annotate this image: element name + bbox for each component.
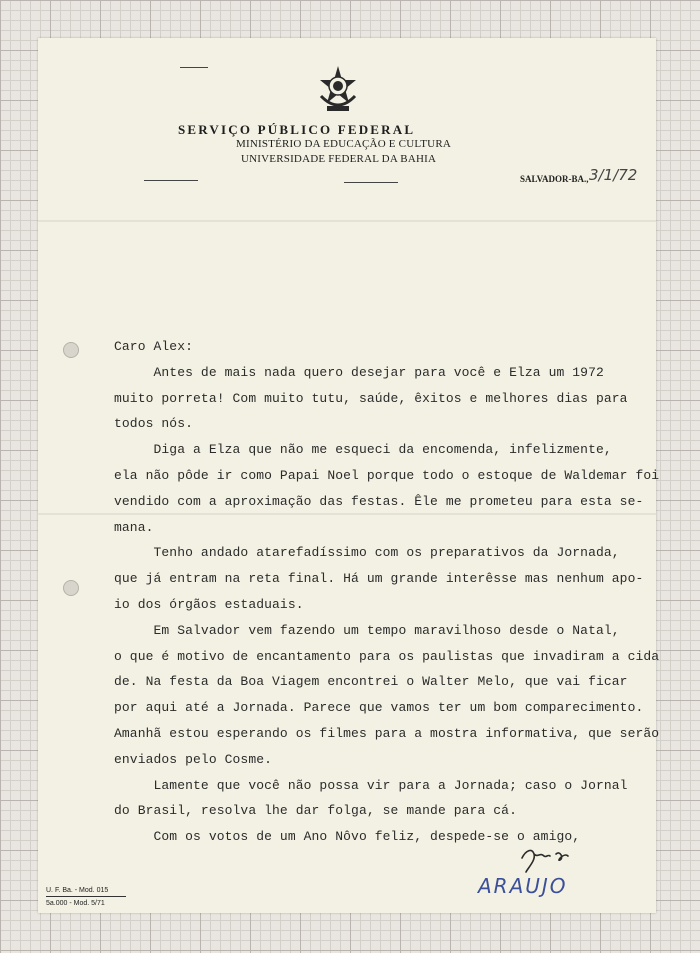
letter-sheet — [38, 38, 660, 913]
body-line: vendido com a aproximação das festas. Êle me prometeu para esta se- — [114, 493, 644, 509]
body-line: io dos órgãos estaduais. — [114, 596, 304, 612]
letterhead-ministry: MINISTÉRIO DA EDUCAÇÃO E CULTURA — [236, 138, 451, 150]
reference-line — [144, 180, 198, 181]
letter-date: 3/1/72 — [589, 166, 638, 184]
body-line: por aqui até a Jornada. Parece que vamos ter um bom comparecimento. — [114, 700, 644, 716]
letterhead-university: UNIVERSIDADE FEDERAL DA BAHIA — [241, 153, 437, 165]
body-line: Antes de mais nada quero desejar para você e Elza um 1972 — [114, 364, 604, 380]
body-line: Diga a Elza que não me esqueci da encomenda, infelizmente, — [114, 442, 612, 458]
form-code-divider — [46, 896, 126, 897]
body-line: do Brasil, resolva lhe dar folga, se mande para cá. — [114, 803, 517, 819]
letterhead-title: SERVIÇO PÚBLICO FEDERAL — [178, 122, 416, 137]
reference-line — [344, 182, 398, 183]
letter-body — [114, 334, 660, 850]
place-label: SALVADOR-BA., — [520, 174, 589, 184]
handwritten-signature — [520, 844, 594, 874]
fold-line — [38, 220, 656, 222]
body-line: Em Salvador vem fazendo um tempo maravilhoso desde o Natal, — [114, 622, 620, 638]
punch-hole — [63, 580, 79, 596]
body-line: Tenho andado atarefadíssimo com os preparativos da Jornada, — [114, 545, 620, 561]
body-line: muito porreta! Com muito tutu, saúde, êxitos e melhores dias para — [114, 390, 628, 406]
body-line: ela não pôde ir como Papai Noel porque todo o estoque de Waldemar foi — [114, 467, 660, 483]
form-code-line2: 5a.000 - Mod. 5/71 — [46, 900, 105, 907]
body-line: mana. — [114, 519, 154, 535]
top-dash — [180, 67, 208, 68]
brazil-coat-of-arms-icon — [315, 64, 361, 114]
body-line: Lamente que você não possa vir para a Jornada; caso o Jornal — [114, 777, 628, 793]
body-line: o que é motivo de encantamento para os paulistas que invadiram a cida — [114, 648, 660, 664]
punch-hole — [63, 342, 79, 358]
closing-line: Com os votos de um Ano Nôvo feliz, despede-se o amigo, — [114, 829, 581, 845]
body-line: todos nós. — [114, 416, 194, 432]
body-line: enviados pelo Cosme. — [114, 751, 273, 767]
salutation: Caro Alex: — [114, 339, 194, 354]
form-code-line1: U. F. Ba. - Mod. 015 — [46, 887, 109, 894]
body-line: que já entram na reta final. Há um grande interêsse mas nenhum apo- — [114, 571, 644, 587]
body-line: de. Na festa da Boa Viagem encontrei o Walter Melo, que vai ficar — [114, 674, 628, 690]
signature-stamp: ARAUJO — [478, 874, 568, 898]
body-line: Amanhã estou esperando os filmes para a mostra informativa, que serão — [114, 725, 660, 741]
